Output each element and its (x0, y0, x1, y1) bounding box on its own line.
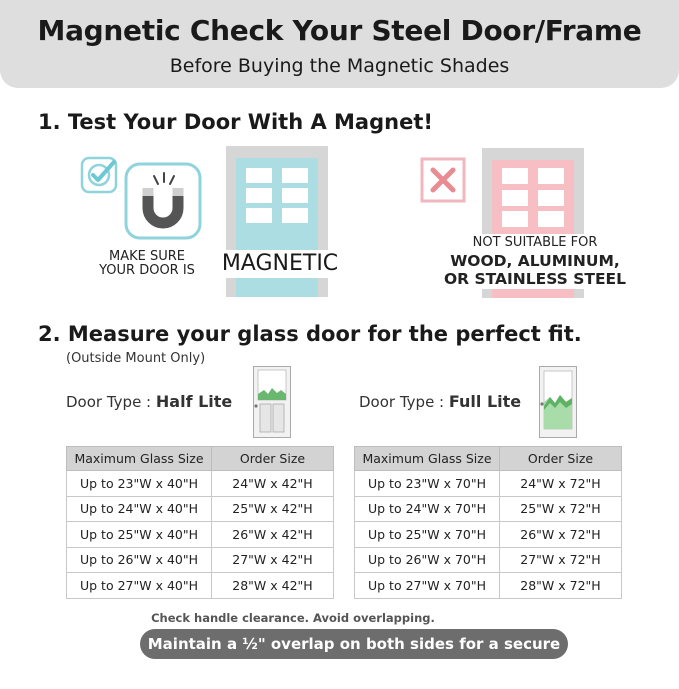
overlap-pill: Maintain a ½" overlap on both sides for a secure fit. (140, 629, 568, 659)
max-glass-size: Up to 23"W x 40"H (67, 471, 212, 497)
step1-heading: 1. Test Your Door With A Magnet! (38, 110, 433, 134)
mount-note: (Outside Mount Only) (66, 351, 206, 366)
order-size: 28"W x 72"H (500, 573, 622, 599)
table-header-row (67, 447, 334, 471)
order-size: 24"W x 72"H (500, 471, 622, 497)
door-type-value: Half Lite (155, 392, 233, 411)
door-type-label: Door Type : (359, 393, 449, 411)
bad-caption-line2: WOOD, ALUMINUM, (450, 251, 620, 270)
max-glass-size: Up to 25"W x 40"H (67, 522, 212, 548)
order-size: 27"W x 42"H (212, 547, 334, 573)
table-header-row (355, 447, 622, 471)
order-size: 28"W x 42"H (212, 573, 334, 599)
bad-caption-line1: NOT SUITABLE FOR (472, 235, 598, 250)
page-title: Magnetic Check Your Steel Door/Frame (37, 14, 642, 47)
bad-caption-line3: OR STAINLESS STEEL (443, 269, 627, 288)
order-size: 26"W x 42"H (212, 522, 334, 548)
column-header: Maximum Glass Size (355, 447, 500, 471)
door-type-half (66, 392, 232, 411)
checkmark-icon (80, 156, 118, 194)
door-type-full (359, 392, 521, 411)
table-row (355, 496, 622, 522)
door-type-label: Door Type : (66, 393, 156, 411)
order-size: 24"W x 42"H (212, 471, 334, 497)
max-glass-size: Up to 24"W x 40"H (67, 496, 212, 522)
header-banner (0, 0, 679, 88)
good-caption-line2: YOUR DOOR IS (99, 262, 195, 278)
step2-heading: 2. Measure your glass door for the perfect fit. (38, 322, 582, 346)
order-size: 25"W x 72"H (500, 496, 622, 522)
half-lite-door-icon (253, 366, 291, 438)
max-glass-size: Up to 27"W x 40"H (67, 573, 212, 599)
max-glass-size: Up to 25"W x 70"H (355, 522, 500, 548)
table-row (67, 573, 334, 599)
max-glass-size: Up to 27"W x 70"H (355, 573, 500, 599)
column-header: Maximum Glass Size (67, 447, 212, 471)
good-caption (92, 250, 202, 277)
max-glass-size: Up to 24"W x 70"H (355, 496, 500, 522)
table-row (355, 547, 622, 573)
full-lite-door-icon (539, 366, 577, 438)
table-row (355, 573, 622, 599)
max-glass-size: Up to 26"W x 40"H (67, 547, 212, 573)
magnet-icon (124, 162, 202, 240)
bad-caption (440, 234, 630, 289)
order-size: 25"W x 42"H (212, 496, 334, 522)
max-glass-size: Up to 23"W x 70"H (355, 471, 500, 497)
table-row (67, 522, 334, 548)
table-row (67, 547, 334, 573)
max-glass-size: Up to 26"W x 70"H (355, 547, 500, 573)
table-row (355, 522, 622, 548)
page-subtitle: Before Buying the Magnetic Shades (169, 55, 510, 77)
table-row (355, 471, 622, 497)
magnetic-label: MAGNETIC (212, 250, 348, 278)
order-size: 27"W x 72"H (500, 547, 622, 573)
order-size: 26"W x 72"H (500, 522, 622, 548)
good-caption-line1: MAKE SURE (109, 249, 185, 264)
table-row (67, 471, 334, 497)
clearance-note: Check handle clearance. Avoid overlapping. (151, 611, 435, 625)
cross-icon (420, 157, 466, 203)
table-row (67, 496, 334, 522)
full-lite-size-table (354, 446, 622, 599)
half-lite-size-table (66, 446, 334, 599)
door-type-value: Full Lite (448, 392, 522, 411)
column-header: Order Size (500, 447, 622, 471)
column-header: Order Size (212, 447, 334, 471)
